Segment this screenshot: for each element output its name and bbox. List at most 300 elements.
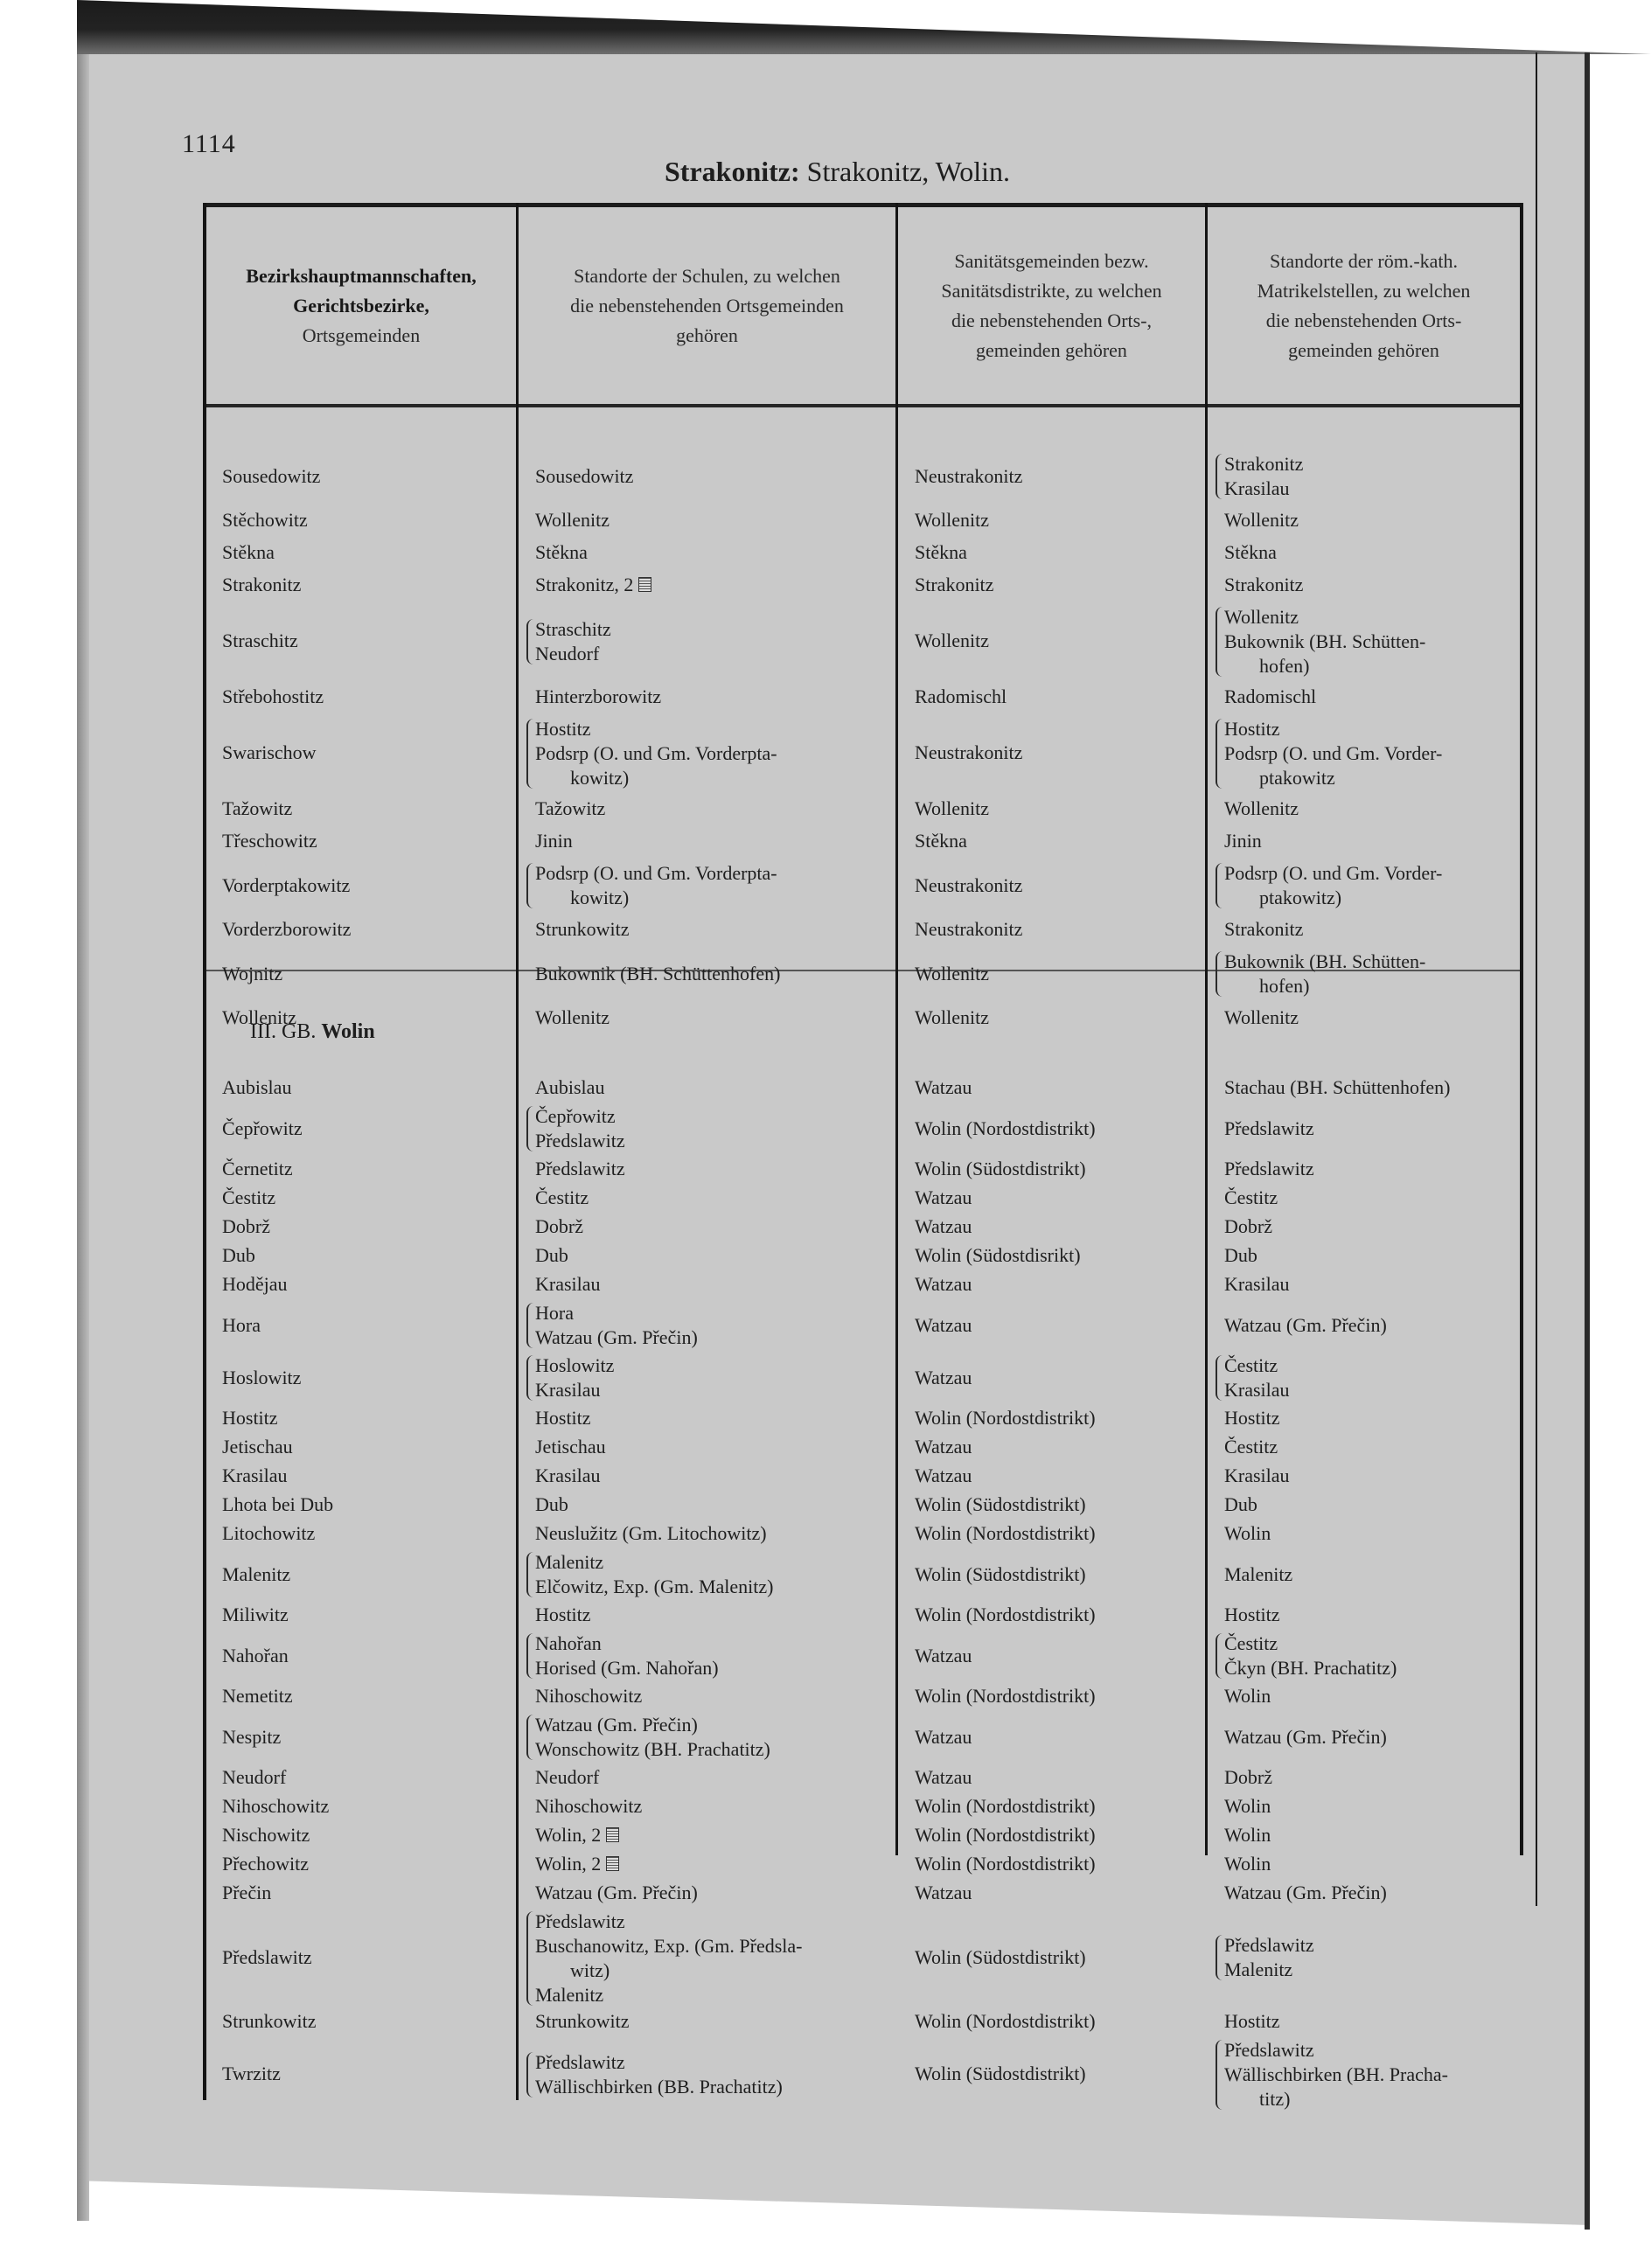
cell-gemeinde <box>222 1313 261 1338</box>
cell-line: Přečin <box>222 1882 272 1903</box>
cell-gemeinde <box>222 962 282 986</box>
school-building-icon <box>606 1856 619 1871</box>
cell-line: Nischowitz <box>222 1824 310 1846</box>
cell-matrikel <box>1224 1521 1271 1546</box>
cell-gemeinde <box>222 1823 310 1847</box>
cell-schule <box>535 1301 698 1350</box>
cell-line: Watzau <box>915 1313 972 1336</box>
cell-matrikel <box>1224 1005 1299 1030</box>
cell-sanitaet <box>915 2009 1096 2034</box>
cell-matrikel <box>1224 1725 1387 1750</box>
column-divider-1 <box>516 203 519 2100</box>
cell-line: Krasilau <box>535 1464 601 1486</box>
cell-line: Watzau (Gm. Přečin) <box>535 1714 698 1736</box>
cell-line: Podsrp (O. und Gm. Vorder- <box>1224 742 1443 764</box>
cell-line: Wollenitz <box>535 509 610 531</box>
cell-line: Wolin (Südostdistrikt) <box>915 1493 1086 1515</box>
cell-line: Watzau <box>915 1766 972 1788</box>
cell-line: Nemetitz <box>222 1685 293 1707</box>
cell-line: Wolin, 2 <box>535 1852 619 1876</box>
cell-line: Podsrp (O. und Gm. Vorder- <box>1224 862 1443 884</box>
cell-line: Wollenitz <box>915 797 989 819</box>
cell-schule <box>535 1631 719 1680</box>
page-number: 1114 <box>182 129 236 158</box>
cell-schule <box>535 1243 568 1268</box>
cell-gemeinde <box>222 1852 309 1876</box>
cell-line: Straschitz <box>222 630 298 651</box>
cell-schule <box>535 1435 606 1459</box>
cell-matrikel <box>1224 1075 1450 1100</box>
page-left-edge <box>77 52 89 2221</box>
cell-line: Podsrp (O. und Gm. Vorderpta- <box>535 862 777 884</box>
cell-gemeinde <box>222 797 292 821</box>
cell-line: Sousedowitz <box>222 464 321 487</box>
cell-line: Dobrž <box>222 1215 270 1237</box>
header-line: Sanitätsdistrikte, zu welchen <box>941 279 1162 302</box>
cell-matrikel <box>1224 1794 1271 1819</box>
header-line: Ortsgemeinden <box>302 324 421 346</box>
cell-matrikel <box>1224 508 1299 532</box>
cell-line: Vorderzborowitz <box>222 918 352 940</box>
cell-gemeinde <box>222 1765 286 1790</box>
cell-line: Wollenitz <box>915 509 989 531</box>
cell-line: Hostitz <box>1224 2010 1280 2032</box>
column-divider-2 <box>895 203 898 1855</box>
cell-line: Bukownik (BH. Schütten- <box>1224 950 1426 972</box>
cell-matrikel <box>1224 1933 1314 1982</box>
cell-gemeinde <box>222 1684 293 1708</box>
cell-line: Wonschowitz (BH. Prachatitz) <box>535 1738 770 1760</box>
school-building-icon <box>638 577 651 592</box>
cell-matrikel <box>1224 1684 1271 1708</box>
cell-schule <box>535 1005 610 1030</box>
cell-schule <box>535 1521 767 1546</box>
cell-line: Jinin <box>1224 830 1262 852</box>
cell-line: Neustrakonitz <box>915 741 1023 763</box>
cell-line: Wällischbirken (BH. Pracha- <box>1224 2063 1448 2085</box>
cell-schule <box>535 1684 642 1708</box>
cell-schule <box>535 685 661 709</box>
cell-line: Wällischbirken (BB. Prachatitz) <box>535 2075 783 2098</box>
cell-sanitaet <box>915 1005 989 1030</box>
cell-line: Hoslowitz <box>222 1366 302 1388</box>
cell-line: Watzau <box>915 1076 972 1098</box>
table-left-border <box>203 203 206 2100</box>
cell-line: Stachau (BH. Schüttenhofen) <box>1224 1076 1451 1098</box>
cell-line: Čepřowitz <box>535 1105 616 1127</box>
cell-line: Litochowitz <box>222 1522 316 1544</box>
cell-line: Stěkna <box>915 541 967 563</box>
cell-sanitaet <box>915 685 1007 709</box>
cell-sanitaet <box>915 1075 972 1100</box>
cell-line: kowitz) <box>570 767 630 789</box>
cell-gemeinde <box>222 1366 301 1390</box>
cell-line: Čestitz <box>1224 1354 1278 1376</box>
cell-line: Hostitz <box>1224 718 1280 740</box>
cell-matrikel <box>1224 1353 1290 1402</box>
cell-gemeinde <box>222 741 317 765</box>
cell-line: Strakonitz, 2 <box>535 573 651 597</box>
cell-sanitaet <box>915 797 989 821</box>
cell-line: Vorderptakowitz <box>222 873 351 896</box>
cell-line: Krasilau <box>1224 477 1290 499</box>
cell-line: Stěkna <box>915 830 967 852</box>
header-ortsgemeinden <box>206 212 516 400</box>
cell-line: Watzau (Gm. Přečin) <box>1224 1725 1387 1748</box>
cell-line: Stěkna <box>1224 541 1277 563</box>
cell-sanitaet <box>915 1464 972 1488</box>
cell-schule <box>535 1214 583 1239</box>
cell-matrikel <box>1224 1765 1272 1790</box>
cell-line: Hostitz <box>1224 1604 1280 1625</box>
header-line: Gerichtsbezirke, <box>293 294 429 317</box>
cell-schule <box>535 1852 619 1876</box>
cell-sanitaet <box>915 829 967 853</box>
cell-sanitaet <box>915 1823 1096 1847</box>
cell-line: Wolin (Südostdistrikt) <box>915 2063 1086 2084</box>
page-right-rule <box>1536 52 1537 1906</box>
cell-gemeinde <box>222 1075 291 1100</box>
cell-matrikel <box>1224 1852 1271 1876</box>
cell-line: Hostitz <box>1224 1407 1280 1429</box>
cell-line: Nahořan <box>535 1632 602 1654</box>
cell-sanitaet <box>915 573 993 597</box>
header-line: die nebenstehenden Ortsgemeinden <box>570 294 844 317</box>
column-divider-3 <box>1205 203 1208 1855</box>
cell-sanitaet <box>915 1521 1096 1546</box>
cell-schule <box>535 917 630 942</box>
cell-line: Strakonitz <box>1224 574 1304 595</box>
cell-line: Radomischl <box>915 685 1007 707</box>
cell-schule <box>535 1075 604 1100</box>
cell-matrikel <box>1224 540 1277 565</box>
cell-line: Malenitz <box>222 1562 291 1585</box>
cell-line: Hostitz <box>222 1407 278 1429</box>
cell-line: Bukownik (BH. Schütten- <box>1224 630 1426 652</box>
section-title-prefix: III. GB. <box>250 1020 322 1043</box>
cell-line: Strakonitz <box>915 574 994 595</box>
cell-line: Wolin (Südostdistrikt) <box>915 1945 1086 1968</box>
cell-line: hofen) <box>1259 655 1310 677</box>
cell-line: Předslawitz <box>535 1158 625 1179</box>
cell-schule <box>535 2050 783 2099</box>
cell-line: Jetischau <box>222 1436 293 1458</box>
cell-line: Watzau <box>915 1215 972 1237</box>
cell-matrikel <box>1224 1881 1387 1905</box>
table-right-border <box>1520 203 1523 1855</box>
cell-matrikel <box>1224 2009 1280 2034</box>
cell-line: Čepřowitz <box>222 1117 303 1139</box>
cell-line: Malenitz <box>535 1984 604 2006</box>
cell-matrikel <box>1224 452 1303 501</box>
cell-line: Wollenitz <box>535 1006 610 1028</box>
cell-sanitaet <box>915 1406 1096 1430</box>
cell-line: Dobrž <box>535 1215 583 1237</box>
cell-line: kowitz) <box>570 887 630 908</box>
cell-gemeinde <box>222 1186 275 1210</box>
cell-line: Čestitz <box>1224 1632 1278 1654</box>
cell-line: Radomischl <box>1224 685 1317 707</box>
cell-line: Hostitz <box>535 1407 591 1429</box>
cell-line: Wolin <box>1224 1685 1271 1707</box>
cell-matrikel <box>1224 1631 1397 1680</box>
cell-line: Hodějau <box>222 1273 288 1295</box>
cell-matrikel <box>1224 2038 1448 2111</box>
cell-sanitaet <box>915 1725 972 1750</box>
cell-matrikel <box>1224 1243 1257 1268</box>
cell-gemeinde <box>222 464 320 489</box>
cell-schule <box>535 1272 601 1297</box>
cell-line: Aubislau <box>535 1076 605 1098</box>
cell-line: Čkyn (BH. Prachatitz) <box>1224 1657 1397 1679</box>
cell-line: Watzau <box>915 1186 972 1208</box>
cell-line: Wolin <box>1224 1522 1271 1544</box>
cell-line: hofen) <box>1259 975 1310 997</box>
cell-line: Neustrakonitz <box>915 918 1023 940</box>
cell-line: Předslawitz <box>1224 1117 1314 1139</box>
cell-schule <box>535 717 777 790</box>
cell-gemeinde <box>222 917 351 942</box>
cell-line: Stěchowitz <box>222 509 308 531</box>
cell-line: Wollenitz <box>222 1006 296 1028</box>
table-top-rule <box>203 203 1523 207</box>
cell-line: Dobrž <box>1224 1215 1272 1237</box>
cell-line: Nespitz <box>222 1725 282 1748</box>
cell-line: Wolin (Nordostdistrikt) <box>915 1685 1096 1707</box>
header-line: Standorte der Schulen, zu welchen <box>574 264 840 287</box>
cell-line: Třeschowitz <box>222 830 317 852</box>
cell-line: Malenitz <box>1224 1562 1293 1585</box>
cell-line: Střebohostitz <box>222 685 324 707</box>
cell-line: Bukownik (BH. Schüttenhofen) <box>535 962 781 984</box>
cell-line: Wolin (Nordostdistrikt) <box>915 1853 1096 1875</box>
cell-line: Dub <box>535 1244 568 1266</box>
cell-schule <box>535 2009 630 2034</box>
header-line: die nebenstehenden Orts- <box>1265 309 1462 331</box>
cell-schule <box>535 1713 770 1762</box>
cell-gemeinde <box>222 1214 270 1239</box>
cell-matrikel <box>1224 1406 1280 1430</box>
cell-gemeinde <box>222 1644 289 1668</box>
cell-gemeinde <box>222 573 301 597</box>
cell-line: Neustrakonitz <box>915 464 1023 487</box>
cell-line: Wolin <box>1224 1853 1271 1875</box>
cell-line: Miliwitz <box>222 1604 289 1625</box>
cell-schule <box>535 1104 625 1153</box>
header-line: die nebenstehenden Orts-, <box>951 309 1153 331</box>
cell-matrikel <box>1224 950 1425 998</box>
cell-line: Wolin (Nordostdistrikt) <box>915 1522 1096 1544</box>
cell-sanitaet <box>915 1157 1086 1181</box>
cell-line: Strunkowitz <box>535 918 630 940</box>
cell-matrikel <box>1224 1157 1314 1181</box>
cell-line: Hinterzborowitz <box>535 685 662 707</box>
cell-line: Wolin (Südostdistrikt) <box>915 1562 1086 1585</box>
cell-line: Lhota bei Dub <box>222 1493 334 1515</box>
page-right-edge <box>1585 52 1590 2230</box>
cell-line: Hora <box>222 1313 261 1336</box>
cell-matrikel <box>1224 1313 1387 1338</box>
cell-line: Jinin <box>535 830 573 852</box>
cell-line: Wolin (Nordostdistrikt) <box>915 2010 1096 2032</box>
cell-sanitaet <box>915 1186 972 1210</box>
cell-matrikel <box>1224 797 1299 821</box>
cell-line: Neuslužitz (Gm. Litochowitz) <box>535 1522 767 1544</box>
cell-sanitaet <box>915 464 1022 489</box>
cell-sanitaet <box>915 1562 1086 1587</box>
cell-line: Horised (Gm. Nahořan) <box>535 1657 719 1679</box>
cell-schule <box>535 829 573 853</box>
cell-schule <box>535 464 633 489</box>
cell-line: Wolin (Nordostdistrikt) <box>915 1117 1096 1139</box>
cell-line: Watzau <box>915 1366 972 1388</box>
cell-sanitaet <box>915 1117 1096 1141</box>
cell-schule <box>535 861 777 910</box>
cell-line: Watzau <box>915 1273 972 1295</box>
cell-line: Krasilau <box>535 1379 601 1401</box>
gazetteer-table <box>203 203 1523 2110</box>
cell-schule <box>535 1603 591 1627</box>
cell-line: Wollenitz <box>1224 797 1299 819</box>
cell-sanitaet <box>915 1243 1081 1268</box>
cell-schule <box>535 1910 803 2007</box>
cell-line: Wolin <box>1224 1824 1271 1846</box>
scan-shadow <box>77 0 1651 54</box>
header-line: gemeinden gehören <box>976 338 1127 361</box>
cell-matrikel <box>1224 917 1303 942</box>
cell-line: Nihoschowitz <box>222 1795 330 1817</box>
cell-gemeinde <box>222 1005 296 1030</box>
cell-line: Dub <box>535 1493 568 1515</box>
header-line: Standorte der röm.-kath. <box>1269 249 1459 272</box>
cell-line: titz) <box>1259 2088 1291 2110</box>
cell-line: witz) <box>570 1959 610 1981</box>
cell-sanitaet <box>915 508 989 532</box>
cell-line: Watzau <box>915 1644 972 1666</box>
cell-sanitaet <box>915 1272 972 1297</box>
cell-line: Neudorf <box>535 642 600 664</box>
cell-sanitaet <box>915 1435 972 1459</box>
cell-line: Předslawitz <box>222 1945 312 1968</box>
cell-line: Krasilau <box>1224 1379 1290 1401</box>
cell-gemeinde <box>222 1492 333 1517</box>
cell-line: Předslawitz <box>535 1910 625 1932</box>
cell-gemeinde <box>222 1243 255 1268</box>
cell-line: Tažowitz <box>222 797 293 819</box>
cell-line: Přechowitz <box>222 1853 309 1875</box>
cell-line: ptakowitz <box>1259 767 1335 789</box>
cell-matrikel <box>1224 1492 1257 1517</box>
cell-line: Hora <box>535 1302 574 1324</box>
cell-sanitaet <box>915 917 1022 942</box>
cell-gemeinde <box>222 1435 293 1459</box>
cell-gemeinde <box>222 2062 281 2086</box>
running-head <box>665 156 1010 188</box>
cell-line: Watzau <box>915 1882 972 1903</box>
cell-matrikel <box>1224 717 1442 790</box>
cell-line: Wollenitz <box>1224 1006 1299 1028</box>
cell-line: Hoslowitz <box>535 1354 615 1376</box>
cell-line: Strakonitz <box>1224 918 1304 940</box>
cell-line: Watzau (Gm. Přečin) <box>535 1882 698 1903</box>
cell-line: Předslawitz <box>1224 2039 1314 2061</box>
cell-matrikel <box>1224 605 1425 678</box>
cell-sanitaet <box>915 2062 1086 2086</box>
cell-gemeinde <box>222 540 275 565</box>
cell-line: Wollenitz <box>1224 509 1299 531</box>
cell-line: Podsrp (O. und Gm. Vorderpta- <box>535 742 777 764</box>
cell-line: Wolin, 2 <box>535 1823 619 1847</box>
cell-sanitaet <box>915 1794 1096 1819</box>
cell-line: Watzau <box>915 1725 972 1748</box>
cell-line: Neustrakonitz <box>915 873 1023 896</box>
cell-line: Twrzitz <box>222 2063 281 2084</box>
cell-schule <box>535 1823 619 1847</box>
cell-gemeinde <box>222 1603 289 1627</box>
cell-line: Dobrž <box>1224 1766 1272 1788</box>
cell-sanitaet <box>915 962 989 986</box>
cell-line: Malenitz <box>1224 1958 1293 1980</box>
cell-line: Stěkna <box>222 541 275 563</box>
cell-gemeinde <box>222 1562 290 1587</box>
cell-line: Předslawitz <box>1224 1934 1314 1956</box>
cell-sanitaet <box>915 741 1022 765</box>
cell-matrikel <box>1224 1117 1314 1141</box>
cell-line: Hostitz <box>535 718 591 740</box>
cell-gemeinde <box>222 1945 312 1970</box>
cell-sanitaet <box>915 1313 972 1338</box>
cell-gemeinde <box>222 1521 315 1546</box>
cell-gemeinde <box>222 1725 281 1750</box>
cell-line: Čestitz <box>222 1186 276 1208</box>
cell-sanitaet <box>915 1684 1096 1708</box>
cell-matrikel <box>1224 573 1303 597</box>
cell-sanitaet <box>915 1945 1086 1970</box>
cell-line: Tažowitz <box>535 797 606 819</box>
cell-gemeinde <box>222 1464 288 1488</box>
cell-schule <box>535 540 588 565</box>
cell-line: Čestitz <box>1224 1436 1278 1458</box>
cell-line: Aubislau <box>222 1076 292 1098</box>
cell-line: Předslawitz <box>535 1130 625 1151</box>
header-line: Sanitätsgemeinden bezw. <box>954 249 1149 272</box>
cell-gemeinde <box>222 873 350 898</box>
cell-gemeinde <box>222 2009 317 2034</box>
cell-matrikel <box>1224 1603 1280 1627</box>
cell-line: Krasilau <box>1224 1273 1290 1295</box>
cell-schule <box>535 1550 773 1599</box>
cell-schule <box>535 508 610 532</box>
cell-line: Dub <box>1224 1244 1257 1266</box>
cell-gemeinde <box>222 1406 278 1430</box>
cell-sanitaet <box>915 1852 1096 1876</box>
cell-sanitaet <box>915 1765 972 1790</box>
cell-schule <box>535 1157 625 1181</box>
header-line: gehören <box>676 324 738 346</box>
cell-schule <box>535 617 611 666</box>
cell-matrikel <box>1224 1214 1272 1239</box>
cell-line: Strunkowitz <box>535 2010 630 2032</box>
cell-line: Dub <box>1224 1493 1257 1515</box>
cell-schule <box>535 797 605 821</box>
cell-matrikel <box>1224 1435 1278 1459</box>
cell-schule <box>535 1765 599 1790</box>
cell-line: Wolin (Südostdisrikt) <box>915 1244 1081 1266</box>
cell-gemeinde <box>222 1881 271 1905</box>
cell-sanitaet <box>915 1644 972 1668</box>
cell-gemeinde <box>222 1794 329 1819</box>
cell-line: Watzau <box>915 1464 972 1486</box>
